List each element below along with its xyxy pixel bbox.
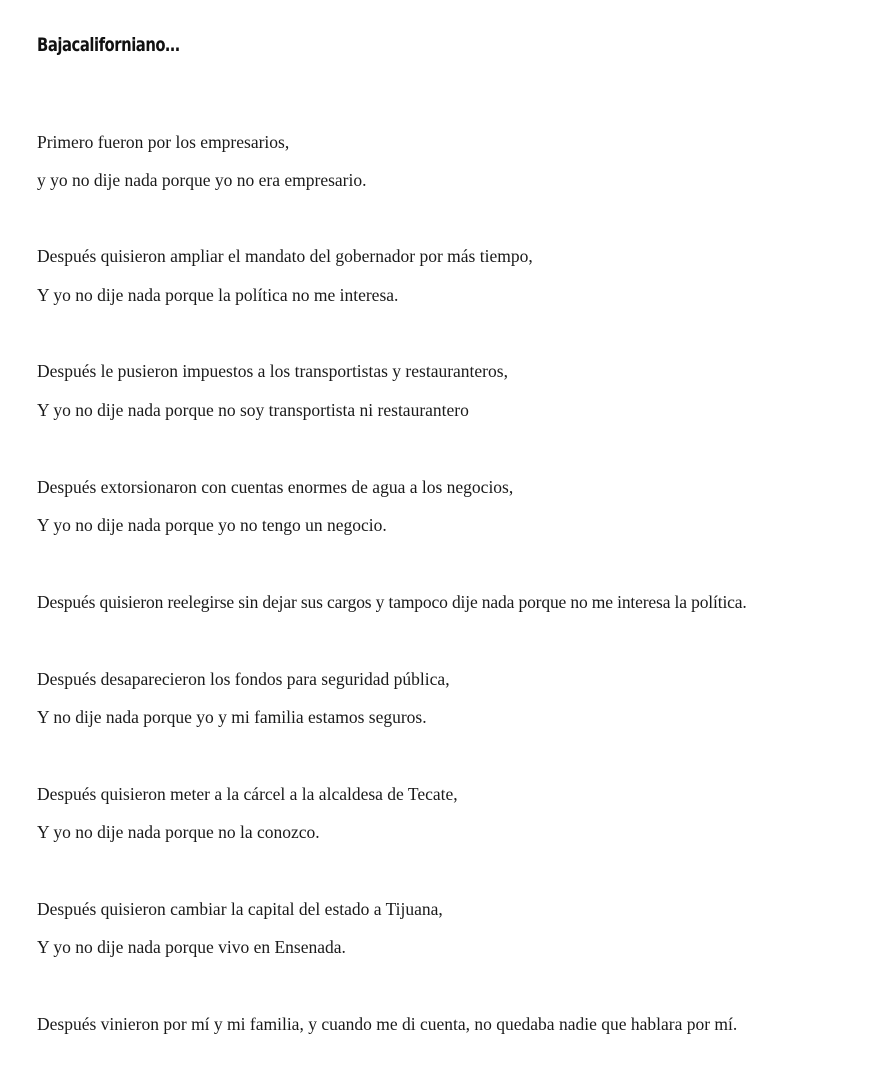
poem-line: Y yo no dije nada porque no soy transportista ni restaurantero [37, 400, 469, 420]
poem-line: Después quisieron cambiar la capital del estado a Tijuana, [37, 899, 443, 919]
poem-line: Después extorsionaron con cuentas enormes de agua a los negocios, [37, 477, 514, 497]
page-title: Bajacaliforniano… [37, 34, 180, 56]
poem-line: Y yo no dije nada porque vivo en Ensenada. [37, 937, 346, 957]
poem-line: Después le pusieron impuestos a los transportistas y restauranteros, [37, 361, 508, 381]
poem-line: Después quisieron meter a la cárcel a la alcaldesa de Tecate, [37, 784, 458, 804]
poem-line: Después desaparecieron los fondos para seguridad pública, [37, 669, 450, 689]
poem-line: y yo no dije nada porque yo no era empresario. [37, 170, 367, 190]
poem-line: Después quisieron ampliar el mandato del gobernador por más tiempo, [37, 246, 533, 266]
poem-line: Primero fueron por los empresarios, [37, 132, 290, 152]
poem-line: Y no dije nada porque yo y mi familia estamos seguros. [37, 707, 427, 727]
poem-line: Y yo no dije nada porque no la conozco. [37, 822, 320, 842]
poem-line: Después quisieron reelegirse sin dejar sus cargos y tampoco dije nada porque no me interesa la política. [37, 592, 747, 612]
poem-line: Y yo no dije nada porque yo no tengo un negocio. [37, 515, 387, 535]
poem-line: Después vinieron por mí y mi familia, y cuando me di cuenta, no quedaba nadie que hablara por mí. [37, 1014, 738, 1034]
poem-line: Y yo no dije nada porque la política no me interesa. [37, 285, 399, 305]
